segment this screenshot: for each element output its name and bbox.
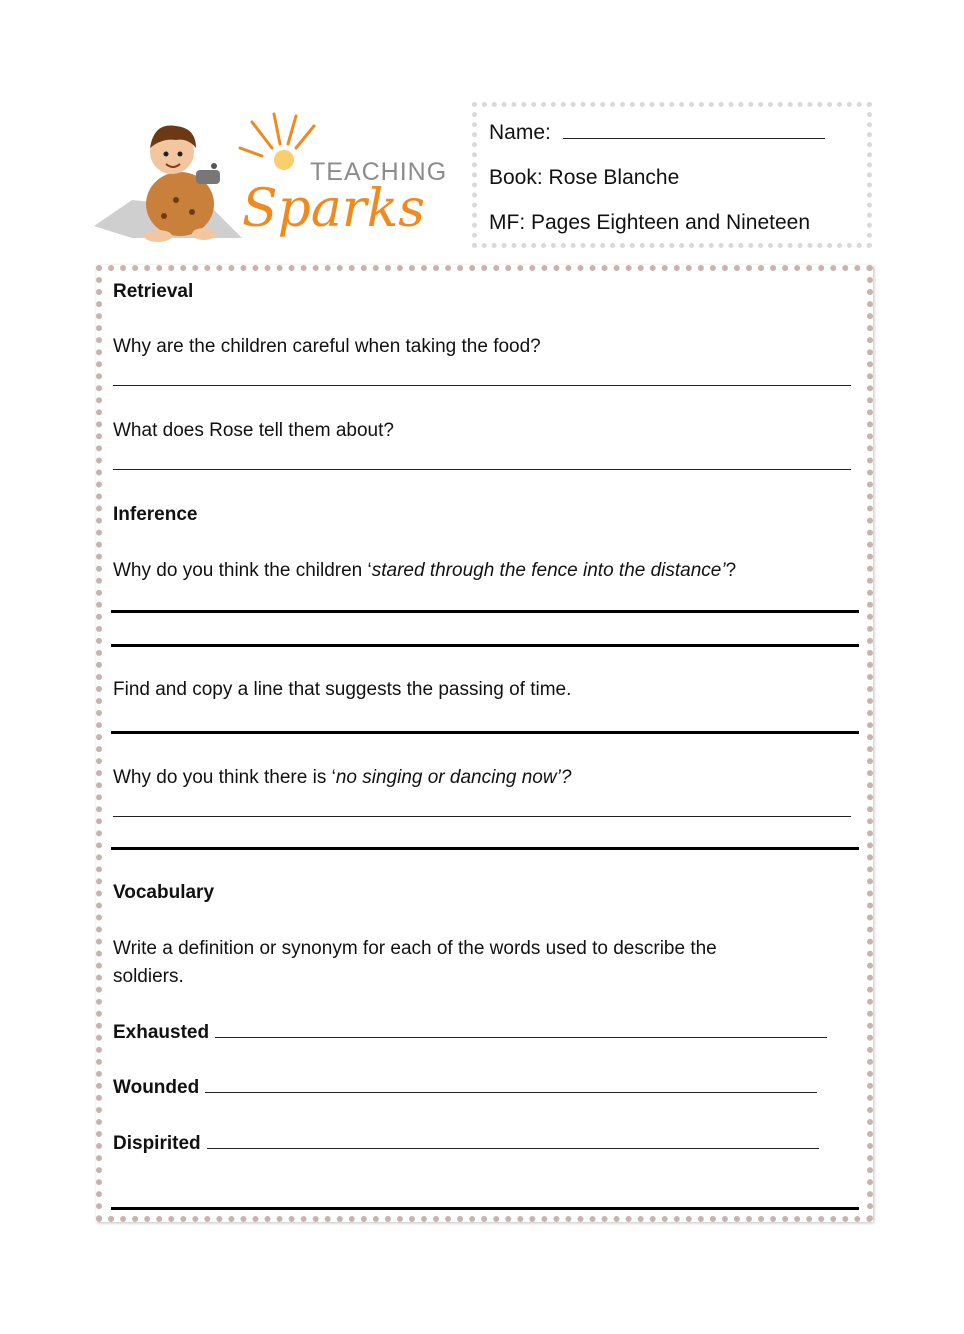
answer-line-3a[interactable]	[111, 610, 859, 613]
question-1: Why are the children careful when taking the food?	[113, 336, 541, 357]
question-3: Why do you think the children ‘stared through the fence into the distance’?	[113, 560, 737, 581]
name-label: Name:	[489, 121, 557, 144]
vocab-item	[113, 1133, 819, 1155]
name-field[interactable]	[489, 121, 825, 145]
name-blank[interactable]	[563, 137, 825, 139]
answer-line-2[interactable]	[113, 469, 851, 470]
logo-line2: Sparks	[242, 179, 425, 239]
vocab-word: Exhausted	[113, 1022, 210, 1043]
answer-line-5b[interactable]	[111, 847, 859, 850]
mf-pages: MF: Pages Eighteen and Nineteen	[489, 211, 811, 234]
vocab-answer-blank[interactable]	[207, 1147, 819, 1149]
vocab-answer-blank[interactable]	[205, 1091, 817, 1093]
vocab-item	[113, 1077, 817, 1099]
vocab-answer-blank[interactable]	[215, 1036, 827, 1038]
vocab-item	[113, 1022, 827, 1044]
question-5: Why do you think there is ‘no singing or dancing now’?	[113, 767, 572, 788]
answer-line-5a[interactable]	[113, 816, 851, 817]
section-inference: Inference	[113, 504, 198, 525]
book-title: Book: Rose Blanche	[489, 166, 680, 189]
logo-line1: TEACHING	[310, 158, 448, 186]
vocab-instruction-line1: Write a definition or synonym for each of the words used to describe the	[113, 938, 717, 959]
vocab-word: Wounded	[113, 1077, 200, 1098]
teaching-sparks-logo	[92, 108, 452, 248]
vocab-instruction-line2: soldiers.	[113, 966, 184, 987]
question-4: Find and copy a line that suggests the passing of time.	[113, 679, 572, 700]
section-vocabulary: Vocabulary	[113, 882, 215, 903]
student-info-box	[472, 102, 872, 248]
answer-line-1[interactable]	[113, 385, 851, 386]
sun-rays-icon	[240, 114, 314, 156]
question-2: What does Rose tell them about?	[113, 420, 394, 441]
answer-line-3b[interactable]	[111, 644, 859, 647]
answer-line-4[interactable]	[111, 731, 859, 734]
vocab-word: Dispirited	[113, 1133, 201, 1154]
bottom-rule	[111, 1207, 859, 1210]
section-retrieval: Retrieval	[113, 281, 194, 302]
